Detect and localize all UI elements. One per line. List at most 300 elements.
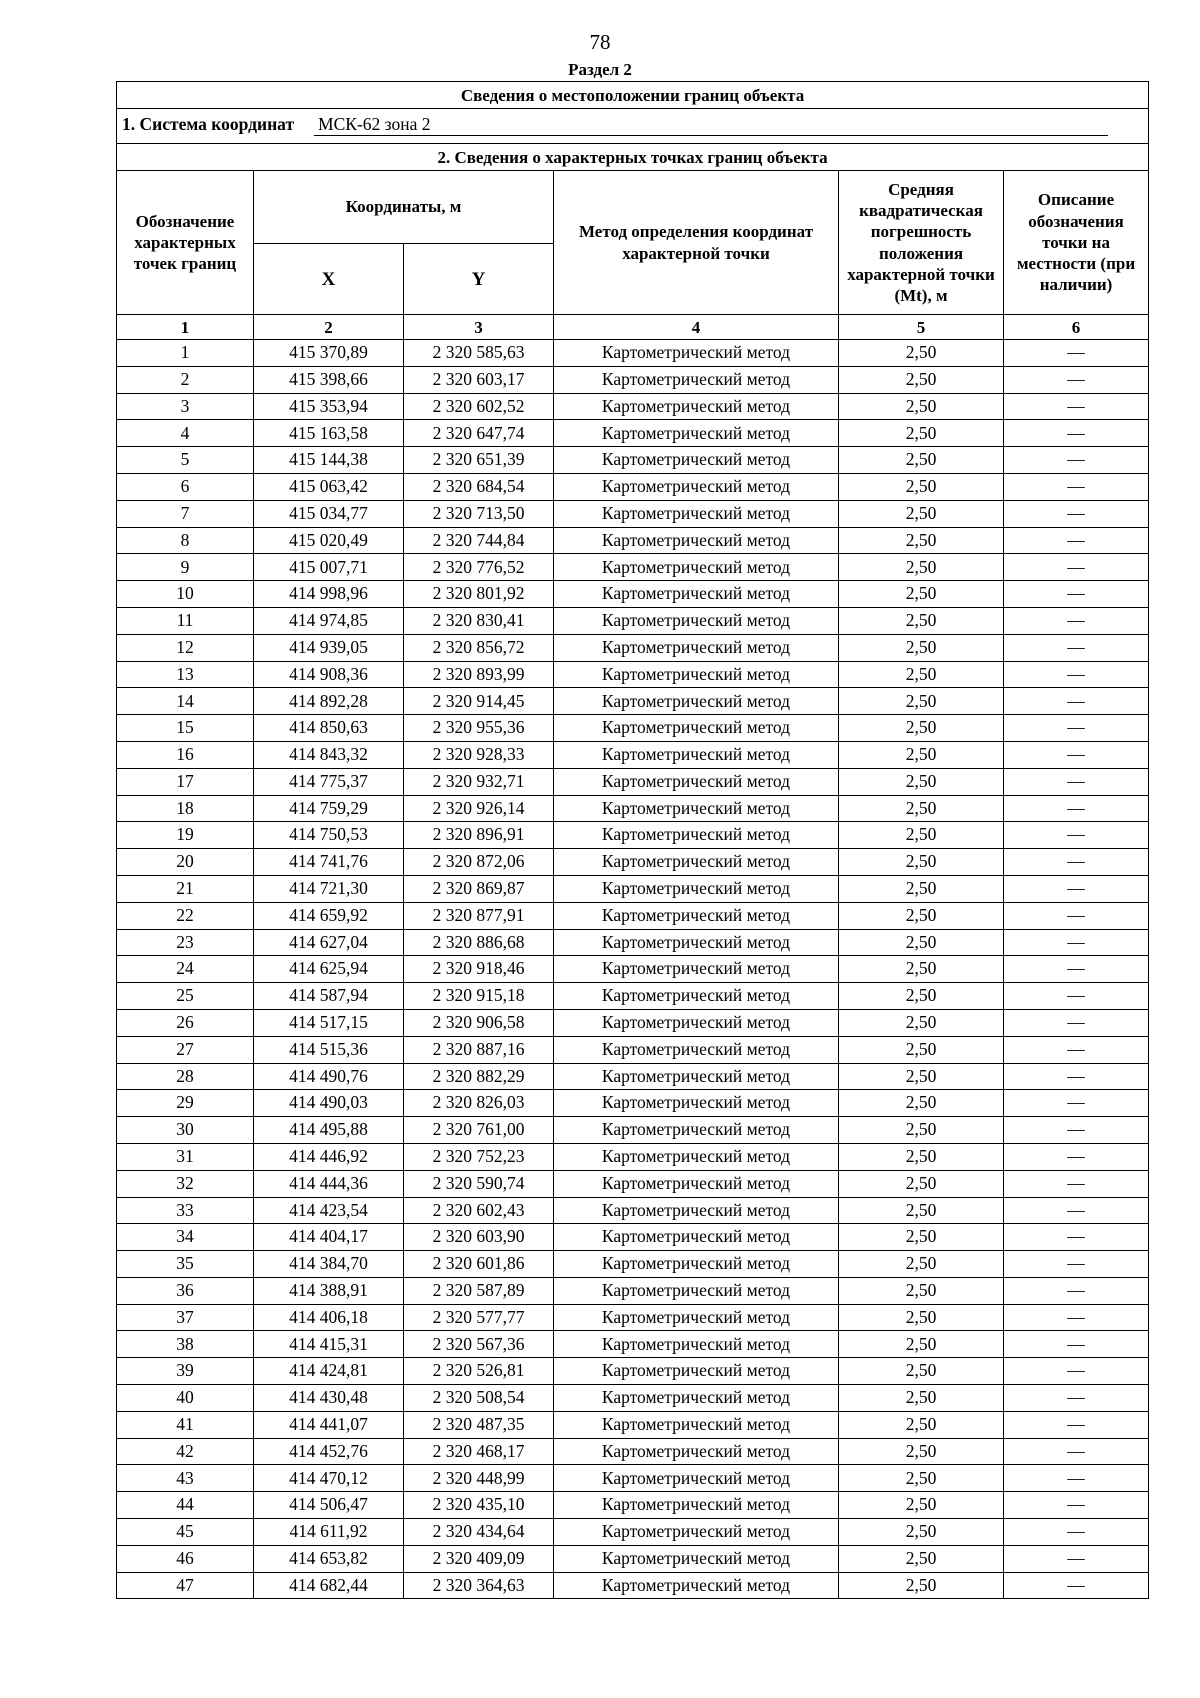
method-cell: Картометрический метод <box>554 1519 839 1546</box>
method-cell: Картометрический метод <box>554 473 839 500</box>
point-number-cell: 27 <box>117 1036 254 1063</box>
y-coordinate-cell: 2 320 752,23 <box>404 1143 554 1170</box>
table-row <box>117 1170 1149 1197</box>
x-coordinate-cell: 415 034,77 <box>254 500 404 527</box>
y-coordinate-cell: 2 320 590,74 <box>404 1170 554 1197</box>
error-cell: 2,50 <box>839 634 1004 661</box>
error-cell: 2,50 <box>839 607 1004 634</box>
table-row <box>117 1197 1149 1224</box>
method-cell: Картометрический метод <box>554 956 839 983</box>
x-coordinate-cell: 414 446,92 <box>254 1143 404 1170</box>
error-cell: 2,50 <box>839 1143 1004 1170</box>
point-number-cell: 12 <box>117 634 254 661</box>
y-coordinate-cell: 2 320 872,06 <box>404 849 554 876</box>
section-title: Раздел 2 <box>568 60 632 79</box>
description-cell: — <box>1004 1036 1149 1063</box>
x-coordinate-cell: 415 353,94 <box>254 393 404 420</box>
table-row <box>117 849 1149 876</box>
column-number: 6 <box>1004 315 1149 340</box>
method-cell: Картометрический метод <box>554 1331 839 1358</box>
point-number-cell: 24 <box>117 956 254 983</box>
point-number-cell: 31 <box>117 1143 254 1170</box>
method-cell: Картометрический метод <box>554 1009 839 1036</box>
error-cell: 2,50 <box>839 1438 1004 1465</box>
table-row <box>117 741 1149 768</box>
header-x: X <box>254 244 404 315</box>
description-cell: — <box>1004 1331 1149 1358</box>
point-number-cell: 9 <box>117 554 254 581</box>
error-cell: 2,50 <box>839 1331 1004 1358</box>
error-cell: 2,50 <box>839 849 1004 876</box>
y-coordinate-cell: 2 320 603,17 <box>404 366 554 393</box>
table-row <box>117 447 1149 474</box>
header-y: Y <box>404 244 554 315</box>
method-cell: Картометрический метод <box>554 581 839 608</box>
y-coordinate-cell: 2 320 928,33 <box>404 741 554 768</box>
method-cell: Картометрический метод <box>554 1224 839 1251</box>
description-cell: — <box>1004 1117 1149 1144</box>
x-coordinate-cell: 414 682,44 <box>254 1572 404 1599</box>
table-row <box>117 1358 1149 1385</box>
y-coordinate-cell: 2 320 886,68 <box>404 929 554 956</box>
x-coordinate-cell: 414 843,32 <box>254 741 404 768</box>
table-row <box>117 1251 1149 1278</box>
y-coordinate-cell: 2 320 830,41 <box>404 607 554 634</box>
point-number-cell: 40 <box>117 1385 254 1412</box>
point-number-cell: 3 <box>117 393 254 420</box>
table-row <box>117 634 1149 661</box>
error-cell: 2,50 <box>839 1117 1004 1144</box>
y-coordinate-cell: 2 320 647,74 <box>404 420 554 447</box>
table-row <box>117 715 1149 742</box>
method-cell: Картометрический метод <box>554 715 839 742</box>
y-coordinate-cell: 2 320 651,39 <box>404 447 554 474</box>
y-coordinate-cell: 2 320 896,91 <box>404 822 554 849</box>
error-cell: 2,50 <box>839 1009 1004 1036</box>
point-number-cell: 39 <box>117 1358 254 1385</box>
x-coordinate-cell: 414 490,03 <box>254 1090 404 1117</box>
y-coordinate-cell: 2 320 567,36 <box>404 1331 554 1358</box>
error-cell: 2,50 <box>839 1251 1004 1278</box>
point-number-cell: 11 <box>117 607 254 634</box>
table-title: Сведения о местоположении границ объекта <box>117 82 1149 109</box>
method-cell: Картометрический метод <box>554 1411 839 1438</box>
table-row <box>117 393 1149 420</box>
method-cell: Картометрический метод <box>554 340 839 367</box>
x-coordinate-cell: 414 515,36 <box>254 1036 404 1063</box>
error-cell: 2,50 <box>839 473 1004 500</box>
page-number: 78 <box>589 30 611 54</box>
y-coordinate-cell: 2 320 869,87 <box>404 875 554 902</box>
x-coordinate-cell: 414 850,63 <box>254 715 404 742</box>
x-coordinate-cell: 414 444,36 <box>254 1170 404 1197</box>
x-coordinate-cell: 414 587,94 <box>254 983 404 1010</box>
table-row <box>117 340 1149 367</box>
y-coordinate-cell: 2 320 776,52 <box>404 554 554 581</box>
point-number-cell: 23 <box>117 929 254 956</box>
point-number-cell: 21 <box>117 875 254 902</box>
description-cell: — <box>1004 795 1149 822</box>
method-cell: Картометрический метод <box>554 1197 839 1224</box>
method-cell: Картометрический метод <box>554 554 839 581</box>
description-cell: — <box>1004 393 1149 420</box>
error-cell: 2,50 <box>839 768 1004 795</box>
description-cell: — <box>1004 607 1149 634</box>
description-cell: — <box>1004 1411 1149 1438</box>
x-coordinate-cell: 414 759,29 <box>254 795 404 822</box>
point-number-cell: 46 <box>117 1545 254 1572</box>
description-cell: — <box>1004 420 1149 447</box>
x-coordinate-cell: 414 775,37 <box>254 768 404 795</box>
y-coordinate-cell: 2 320 587,89 <box>404 1277 554 1304</box>
point-number-cell: 41 <box>117 1411 254 1438</box>
error-cell: 2,50 <box>839 983 1004 1010</box>
description-cell: — <box>1004 634 1149 661</box>
y-coordinate-cell: 2 320 761,00 <box>404 1117 554 1144</box>
method-cell: Картометрический метод <box>554 527 839 554</box>
table-row <box>117 902 1149 929</box>
point-number-cell: 36 <box>117 1277 254 1304</box>
y-coordinate-cell: 2 320 856,72 <box>404 634 554 661</box>
column-number: 4 <box>554 315 839 340</box>
description-cell: — <box>1004 1063 1149 1090</box>
error-cell: 2,50 <box>839 1572 1004 1599</box>
x-coordinate-cell: 414 506,47 <box>254 1492 404 1519</box>
method-cell: Картометрический метод <box>554 393 839 420</box>
point-number-cell: 29 <box>117 1090 254 1117</box>
x-coordinate-cell: 414 721,30 <box>254 875 404 902</box>
x-coordinate-cell: 414 415,31 <box>254 1331 404 1358</box>
table-row <box>117 1277 1149 1304</box>
x-coordinate-cell: 414 404,17 <box>254 1224 404 1251</box>
error-cell: 2,50 <box>839 581 1004 608</box>
method-cell: Картометрический метод <box>554 768 839 795</box>
method-cell: Картометрический метод <box>554 688 839 715</box>
point-number-cell: 4 <box>117 420 254 447</box>
error-cell: 2,50 <box>839 1545 1004 1572</box>
x-coordinate-cell: 414 470,12 <box>254 1465 404 1492</box>
description-cell: — <box>1004 1143 1149 1170</box>
table-row <box>117 661 1149 688</box>
point-number-cell: 33 <box>117 1197 254 1224</box>
method-cell: Картометрический метод <box>554 741 839 768</box>
description-cell: — <box>1004 983 1149 1010</box>
error-cell: 2,50 <box>839 1358 1004 1385</box>
x-coordinate-cell: 414 974,85 <box>254 607 404 634</box>
x-coordinate-cell: 415 144,38 <box>254 447 404 474</box>
method-cell: Картометрический метод <box>554 1036 839 1063</box>
error-cell: 2,50 <box>839 1492 1004 1519</box>
error-cell: 2,50 <box>839 1411 1004 1438</box>
method-cell: Картометрический метод <box>554 447 839 474</box>
table-row <box>117 983 1149 1010</box>
description-cell: — <box>1004 688 1149 715</box>
description-cell: — <box>1004 1572 1149 1599</box>
table-row <box>117 768 1149 795</box>
point-number-cell: 8 <box>117 527 254 554</box>
table-row <box>117 795 1149 822</box>
x-coordinate-cell: 414 388,91 <box>254 1277 404 1304</box>
error-cell: 2,50 <box>839 1224 1004 1251</box>
method-cell: Картометрический метод <box>554 902 839 929</box>
description-cell: — <box>1004 527 1149 554</box>
points-title: 2. Сведения о характерных точках границ объекта <box>117 144 1149 171</box>
y-coordinate-cell: 2 320 487,35 <box>404 1411 554 1438</box>
x-coordinate-cell: 414 495,88 <box>254 1117 404 1144</box>
table-row <box>117 875 1149 902</box>
method-cell: Картометрический метод <box>554 1438 839 1465</box>
point-number-cell: 15 <box>117 715 254 742</box>
point-number-cell: 43 <box>117 1465 254 1492</box>
method-cell: Картометрический метод <box>554 420 839 447</box>
description-cell: — <box>1004 1519 1149 1546</box>
error-cell: 2,50 <box>839 822 1004 849</box>
y-coordinate-cell: 2 320 713,50 <box>404 500 554 527</box>
error-cell: 2,50 <box>839 420 1004 447</box>
method-cell: Картометрический метод <box>554 366 839 393</box>
description-cell: — <box>1004 1304 1149 1331</box>
x-coordinate-cell: 414 517,15 <box>254 1009 404 1036</box>
table-row <box>117 956 1149 983</box>
method-cell: Картометрический метод <box>554 1277 839 1304</box>
y-coordinate-cell: 2 320 435,10 <box>404 1492 554 1519</box>
method-cell: Картометрический метод <box>554 607 839 634</box>
error-cell: 2,50 <box>839 1304 1004 1331</box>
x-coordinate-cell: 414 611,92 <box>254 1519 404 1546</box>
error-cell: 2,50 <box>839 1385 1004 1412</box>
method-cell: Картометрический метод <box>554 1090 839 1117</box>
description-cell: — <box>1004 956 1149 983</box>
description-cell: — <box>1004 1009 1149 1036</box>
error-cell: 2,50 <box>839 741 1004 768</box>
x-coordinate-cell: 414 659,92 <box>254 902 404 929</box>
x-coordinate-cell: 414 625,94 <box>254 956 404 983</box>
method-cell: Картометрический метод <box>554 1063 839 1090</box>
y-coordinate-cell: 2 320 585,63 <box>404 340 554 367</box>
description-cell: — <box>1004 1492 1149 1519</box>
error-cell: 2,50 <box>839 795 1004 822</box>
x-coordinate-cell: 414 406,18 <box>254 1304 404 1331</box>
point-number-cell: 38 <box>117 1331 254 1358</box>
point-number-cell: 20 <box>117 849 254 876</box>
error-cell: 2,50 <box>839 340 1004 367</box>
x-coordinate-cell: 414 653,82 <box>254 1545 404 1572</box>
y-coordinate-cell: 2 320 906,58 <box>404 1009 554 1036</box>
method-cell: Картометрический метод <box>554 1143 839 1170</box>
method-cell: Картометрический метод <box>554 983 839 1010</box>
point-number-cell: 47 <box>117 1572 254 1599</box>
method-cell: Картометрический метод <box>554 795 839 822</box>
x-coordinate-cell: 415 007,71 <box>254 554 404 581</box>
method-cell: Картометрический метод <box>554 1358 839 1385</box>
x-coordinate-cell: 415 163,58 <box>254 420 404 447</box>
error-cell: 2,50 <box>839 956 1004 983</box>
description-cell: — <box>1004 822 1149 849</box>
description-cell: — <box>1004 1438 1149 1465</box>
table-row <box>117 527 1149 554</box>
description-cell: — <box>1004 473 1149 500</box>
coordinate-system-label: 1. Система координат <box>122 113 295 134</box>
description-cell: — <box>1004 661 1149 688</box>
table-body <box>117 340 1149 1599</box>
description-cell: — <box>1004 1224 1149 1251</box>
header-designation: Обозначение характерных точек границ <box>117 171 254 315</box>
y-coordinate-cell: 2 320 955,36 <box>404 715 554 742</box>
description-cell: — <box>1004 500 1149 527</box>
table-row <box>117 1545 1149 1572</box>
x-coordinate-cell: 414 627,04 <box>254 929 404 956</box>
x-coordinate-cell: 414 892,28 <box>254 688 404 715</box>
y-coordinate-cell: 2 320 918,46 <box>404 956 554 983</box>
x-coordinate-cell: 415 370,89 <box>254 340 404 367</box>
table-row <box>117 688 1149 715</box>
column-number: 1 <box>117 315 254 340</box>
y-coordinate-cell: 2 320 914,45 <box>404 688 554 715</box>
description-cell: — <box>1004 1197 1149 1224</box>
table-row <box>117 366 1149 393</box>
description-cell: — <box>1004 1358 1149 1385</box>
table-row <box>117 420 1149 447</box>
table-row <box>117 929 1149 956</box>
table-row <box>117 1411 1149 1438</box>
y-coordinate-cell: 2 320 577,77 <box>404 1304 554 1331</box>
description-cell: — <box>1004 741 1149 768</box>
column-number: 2 <box>254 315 404 340</box>
x-coordinate-cell: 415 063,42 <box>254 473 404 500</box>
method-cell: Картометрический метод <box>554 1492 839 1519</box>
y-coordinate-cell: 2 320 926,14 <box>404 795 554 822</box>
y-coordinate-cell: 2 320 603,90 <box>404 1224 554 1251</box>
description-cell: — <box>1004 447 1149 474</box>
error-cell: 2,50 <box>839 447 1004 474</box>
y-coordinate-cell: 2 320 409,09 <box>404 1545 554 1572</box>
point-number-cell: 10 <box>117 581 254 608</box>
error-cell: 2,50 <box>839 1197 1004 1224</box>
description-cell: — <box>1004 875 1149 902</box>
y-coordinate-cell: 2 320 882,29 <box>404 1063 554 1090</box>
y-coordinate-cell: 2 320 468,17 <box>404 1438 554 1465</box>
description-cell: — <box>1004 1090 1149 1117</box>
error-cell: 2,50 <box>839 715 1004 742</box>
point-number-cell: 19 <box>117 822 254 849</box>
y-coordinate-cell: 2 320 508,54 <box>404 1385 554 1412</box>
description-cell: — <box>1004 1251 1149 1278</box>
point-number-cell: 6 <box>117 473 254 500</box>
point-number-cell: 45 <box>117 1519 254 1546</box>
point-number-cell: 35 <box>117 1251 254 1278</box>
table-row <box>117 1519 1149 1546</box>
table-row <box>117 473 1149 500</box>
error-cell: 2,50 <box>839 1090 1004 1117</box>
point-number-cell: 26 <box>117 1009 254 1036</box>
y-coordinate-cell: 2 320 364,63 <box>404 1572 554 1599</box>
method-cell: Картометрический метод <box>554 929 839 956</box>
table-row <box>117 1090 1149 1117</box>
error-cell: 2,50 <box>839 902 1004 929</box>
table-row <box>117 607 1149 634</box>
description-cell: — <box>1004 366 1149 393</box>
table-row <box>117 1465 1149 1492</box>
x-coordinate-cell: 415 020,49 <box>254 527 404 554</box>
column-number: 5 <box>839 315 1004 340</box>
x-coordinate-cell: 414 908,36 <box>254 661 404 688</box>
error-cell: 2,50 <box>839 554 1004 581</box>
point-number-cell: 2 <box>117 366 254 393</box>
x-coordinate-cell: 414 741,76 <box>254 849 404 876</box>
error-cell: 2,50 <box>839 1036 1004 1063</box>
point-number-cell: 25 <box>117 983 254 1010</box>
y-coordinate-cell: 2 320 601,86 <box>404 1251 554 1278</box>
x-coordinate-cell: 414 384,70 <box>254 1251 404 1278</box>
description-cell: — <box>1004 340 1149 367</box>
error-cell: 2,50 <box>839 527 1004 554</box>
x-coordinate-cell: 415 398,66 <box>254 366 404 393</box>
y-coordinate-cell: 2 320 893,99 <box>404 661 554 688</box>
table-row <box>117 1036 1149 1063</box>
point-number-cell: 18 <box>117 795 254 822</box>
description-cell: — <box>1004 902 1149 929</box>
table-row <box>117 1304 1149 1331</box>
description-cell: — <box>1004 715 1149 742</box>
point-number-cell: 34 <box>117 1224 254 1251</box>
x-coordinate-cell: 414 441,07 <box>254 1411 404 1438</box>
coordinate-system-row <box>117 109 1149 144</box>
method-cell: Картометрический метод <box>554 1572 839 1599</box>
point-number-cell: 1 <box>117 340 254 367</box>
x-coordinate-cell: 414 424,81 <box>254 1358 404 1385</box>
description-cell: — <box>1004 929 1149 956</box>
error-cell: 2,50 <box>839 1519 1004 1546</box>
method-cell: Картометрический метод <box>554 875 839 902</box>
y-coordinate-cell: 2 320 602,43 <box>404 1197 554 1224</box>
method-cell: Картометрический метод <box>554 849 839 876</box>
header-method: Метод определения координат характерной точки <box>554 171 839 315</box>
point-number-cell: 17 <box>117 768 254 795</box>
error-cell: 2,50 <box>839 1465 1004 1492</box>
boundary-points-table <box>116 81 1149 1599</box>
table-row <box>117 1438 1149 1465</box>
point-number-cell: 5 <box>117 447 254 474</box>
method-cell: Картометрический метод <box>554 500 839 527</box>
table-row <box>117 500 1149 527</box>
y-coordinate-cell: 2 320 887,16 <box>404 1036 554 1063</box>
x-coordinate-cell: 414 939,05 <box>254 634 404 661</box>
table-row <box>117 822 1149 849</box>
point-number-cell: 32 <box>117 1170 254 1197</box>
error-cell: 2,50 <box>839 1063 1004 1090</box>
point-number-cell: 28 <box>117 1063 254 1090</box>
y-coordinate-cell: 2 320 448,99 <box>404 1465 554 1492</box>
description-cell: — <box>1004 768 1149 795</box>
method-cell: Картометрический метод <box>554 1385 839 1412</box>
table-row <box>117 581 1149 608</box>
method-cell: Картометрический метод <box>554 634 839 661</box>
y-coordinate-cell: 2 320 932,71 <box>404 768 554 795</box>
table-row <box>117 1063 1149 1090</box>
error-cell: 2,50 <box>839 688 1004 715</box>
table-row <box>117 1572 1149 1599</box>
point-number-cell: 37 <box>117 1304 254 1331</box>
description-cell: — <box>1004 554 1149 581</box>
description-cell: — <box>1004 849 1149 876</box>
point-number-cell: 42 <box>117 1438 254 1465</box>
table-row <box>117 1385 1149 1412</box>
error-cell: 2,50 <box>839 500 1004 527</box>
y-coordinate-cell: 2 320 915,18 <box>404 983 554 1010</box>
column-number: 3 <box>404 315 554 340</box>
description-cell: — <box>1004 581 1149 608</box>
error-cell: 2,50 <box>839 875 1004 902</box>
